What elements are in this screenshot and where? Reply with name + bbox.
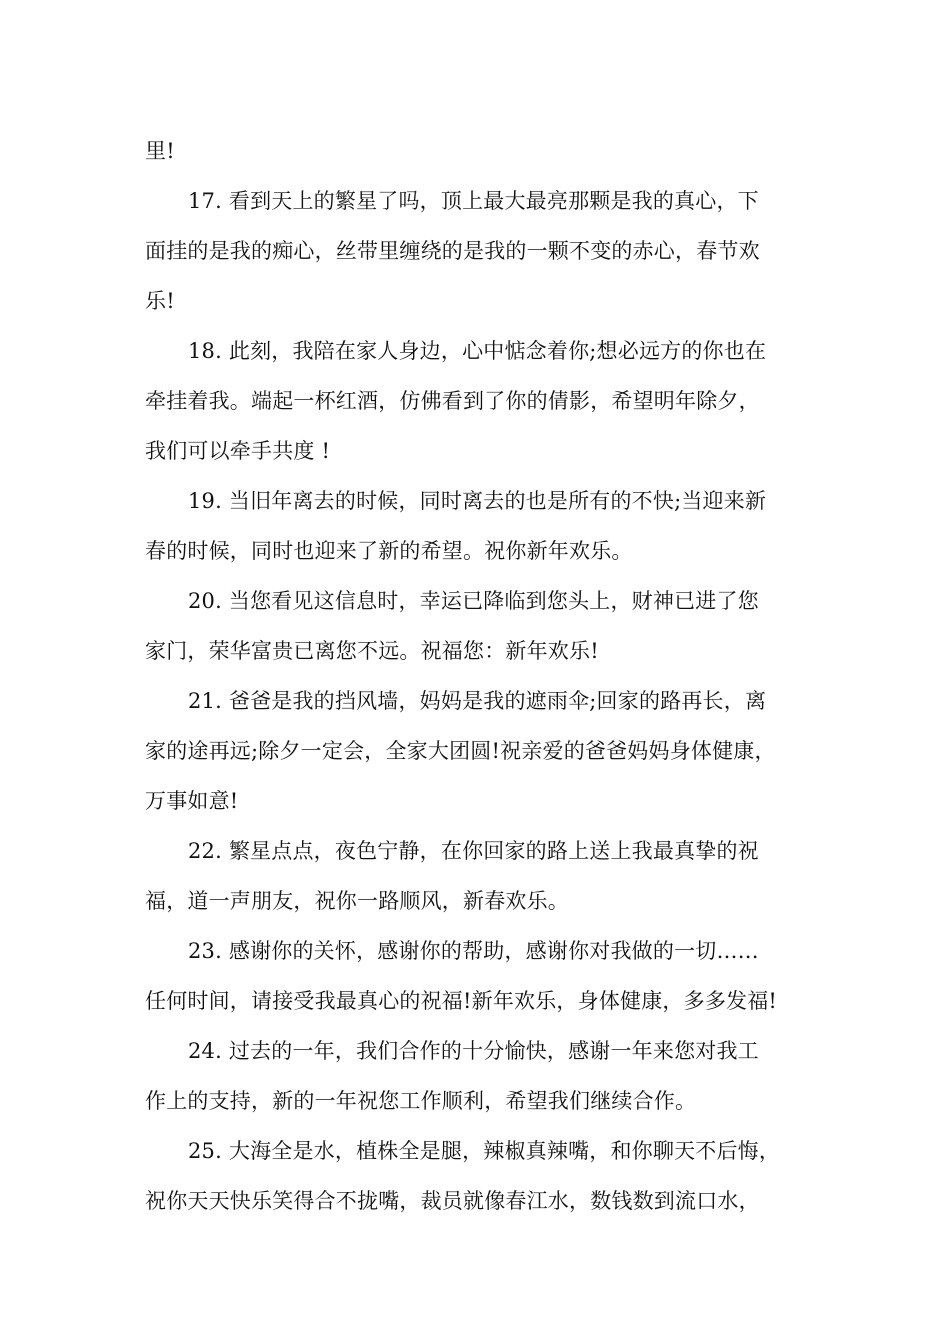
item-22-line-2: 福，道一声朋友，祝你一路顺风，新春欢乐。 <box>145 889 569 913</box>
text-line: 里! <box>145 139 175 163</box>
item-19-line-1: 19. 当旧年离去的时候，同时离去的也是所有的不快;当迎来新 <box>188 489 767 513</box>
item-17-line-1: 17. 看到天上的繁星了吗，顶上最大最亮那颗是我的真心，下 <box>188 189 759 213</box>
item-21-line-2: 家的途再远;除夕一定会，全家大团圆!祝亲爱的爸爸妈妈身体健康， <box>145 739 776 763</box>
item-18-line-3: 我们可以牵手共度 ! <box>145 439 331 463</box>
item-19-line-2: 春的时候，同时也迎来了新的希望。祝你新年欢乐。 <box>145 539 633 563</box>
item-25-line-1: 25. 大海全是水，植株全是腿，辣椒真辣嘴，和你聊天不后悔， <box>188 1139 781 1163</box>
item-20-line-1: 20. 当您看见这信息时，幸运已降临到您头上，财神已进了您 <box>188 589 759 613</box>
item-21-line-3: 万事如意! <box>145 789 239 813</box>
item-24-line-2: 作上的支持，新的一年祝您工作顺利，希望我们继续合作。 <box>145 1089 697 1113</box>
item-21-line-1: 21. 爸爸是我的挡风墙，妈妈是我的遮雨伞;回家的路再长，离 <box>188 689 767 713</box>
item-18-line-2: 牵挂着我。端起一杯红酒，仿佛看到了你的倩影，希望明年除夕， <box>145 389 760 413</box>
item-23-line-1: 23. 感谢你的关怀，感谢你的帮助，感谢你对我做的一切…… <box>188 939 759 963</box>
item-24-line-1: 24. 过去的一年，我们合作的十分愉快，感谢一年来您对我工 <box>188 1039 759 1063</box>
item-25-line-2: 祝你天天快乐笑得合不拢嘴，裁员就像春江水，数钱数到流口水， <box>145 1189 760 1213</box>
item-22-line-1: 22. 繁星点点，夜色宁静，在你回家的路上送上我最真挚的祝 <box>188 839 759 863</box>
item-17-line-2: 面挂的是我的痴心，丝带里缠绕的是我的一颗不变的赤心，春节欢 <box>145 239 760 263</box>
item-20-line-2: 家门，荣华富贵已离您不远。祝福您：新年欢乐! <box>145 639 599 663</box>
item-23-line-2: 任何时间，请接受我最真心的祝福!新年欢乐，身体健康，多多发福! <box>145 989 778 1013</box>
item-18-line-1: 18. 此刻，我陪在家人身边，心中惦念着你;想必远方的你也在 <box>188 339 767 363</box>
item-17-line-3: 乐! <box>145 289 175 313</box>
